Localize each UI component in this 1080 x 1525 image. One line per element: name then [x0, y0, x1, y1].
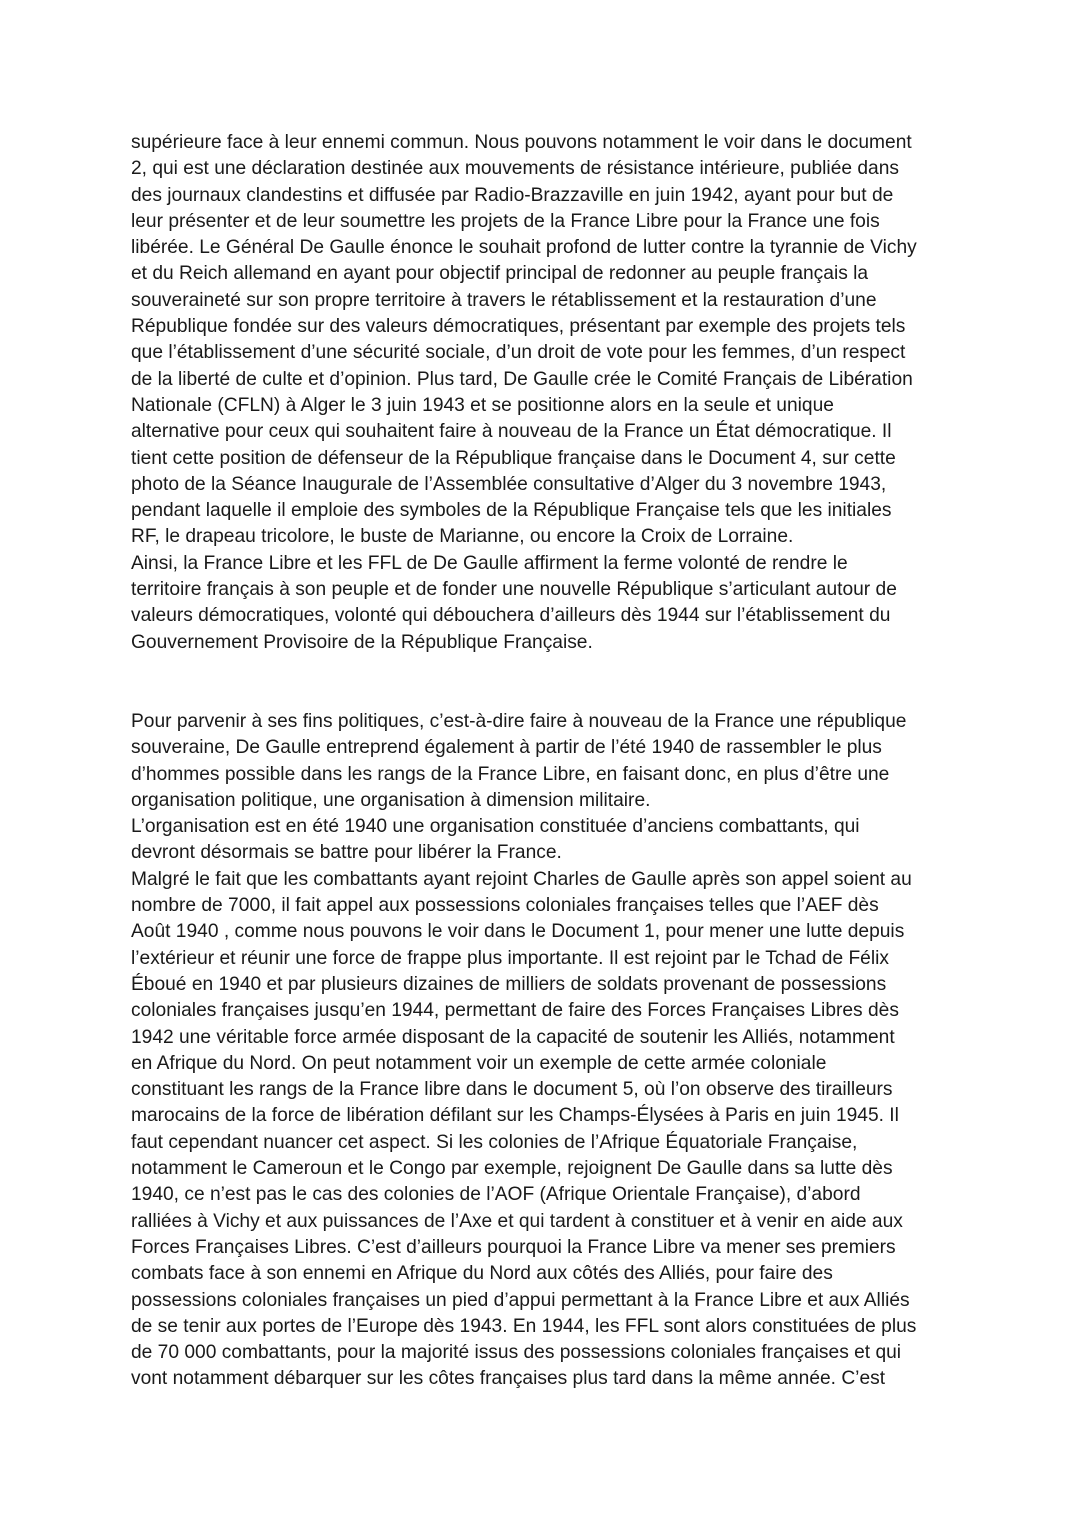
text-line: 1940, ce n’est pas le cas des colonies de l’AOF (Afrique Orientale Française), d’abord	[131, 1184, 861, 1206]
text-line: notamment le Cameroun et le Congo par exemple, rejoignent De Gaulle dans sa lutte dès	[131, 1158, 893, 1180]
text-line: devront désormais se battre pour libérer la France.	[131, 842, 562, 864]
text-line: supérieure face à leur ennemi commun. Nous pouvons notamment le voir dans le document	[131, 132, 912, 153]
text-line: valeurs démocratiques, volonté qui débouchera d’ailleurs dès 1944 sur l’établissement du	[131, 605, 891, 627]
text-line: 1942 une véritable force armée disposant de la capacité de soutenir les Alliés, notamment	[131, 1026, 895, 1048]
text-line: Pour parvenir à ses fins politiques, c’est-à-dire faire à nouveau de la France une république	[131, 711, 907, 732]
text-line: Éboué en 1940 et par plusieurs dizaines de milliers de soldats provenant de possessions	[131, 973, 887, 995]
text-line: et du Reich allemand en ayant pour objectif principal de redonner au peuple français la	[131, 263, 869, 285]
text-line: de la liberté de culte et d’opinion. Plus tard, De Gaulle crée le Comité Français de Libération	[131, 368, 913, 390]
text-line: l’extérieur et réunir une force de frappe plus importante. Il est rejoint par le Tchad de Félix	[131, 947, 889, 969]
text-line: territoire français à son peuple et de fonder une nouvelle République s’articulant autour de	[131, 579, 897, 601]
text-line: organisation politique, une organisation à dimension militaire.	[131, 789, 651, 811]
text-line: coloniales françaises jusqu’en 1944, permettant de faire des Forces Françaises Libres dès	[131, 1000, 899, 1022]
text-line: possessions coloniales françaises un pied d’appui permettant à la France Libre et aux Alliés	[131, 1289, 910, 1311]
text-line: République fondée sur des valeurs démocratiques, présentant par exemple des projets tels	[131, 316, 906, 338]
text-line: en Afrique du Nord. On peut notamment voir un exemple de cette armée coloniale	[131, 1052, 827, 1074]
text-line: libérée. Le Général De Gaulle énonce le souhait profond de lutter contre la tyrannie de Vichy	[131, 237, 917, 259]
text-line: de 70 000 combattants, pour la majorité issus des possessions coloniales françaises et qui	[131, 1342, 902, 1364]
text-line: que l’établissement d’une sécurité sociale, d’un droit de vote pour les femmes, d’un respect	[131, 342, 906, 364]
text-line: marocains de la force de libération défilant sur les Champs-Élysées à Paris en juin 1945. Il	[131, 1105, 899, 1127]
text-line: combats face à son ennemi en Afrique du Nord aux côtés des Alliés, pour faire des	[131, 1263, 833, 1285]
text-line: Août 1940 , comme nous pouvons le voir dans le Document 1, pour mener une lutte depuis	[131, 921, 905, 943]
text-line: Nationale (CFLN) à Alger le 3 juin 1943 et se positionne alors en la seule et unique	[131, 394, 834, 416]
text-line: de se tenir aux portes de l’Europe dès 1943. En 1944, les FFL sont alors constituées de plus	[131, 1315, 917, 1337]
text-line: Malgré le fait que les combattants ayant rejoint Charles de Gaulle après son appel soient au	[131, 868, 912, 890]
text-line: Gouvernement Provisoire de la République Française.	[131, 631, 593, 653]
text-line: vont notamment débarquer sur les côtes françaises plus tard dans la même année. C’est	[131, 1368, 886, 1390]
text-line: faut cependant nuancer cet aspect. Si les colonies de l’Afrique Équatoriale Française,	[131, 1131, 858, 1153]
text-line: alternative pour ceux qui souhaitent faire à nouveau de la France un État démocratique. Il	[131, 421, 892, 443]
text-line: photo de la Séance Inaugurale de l’Assemblée consultative d’Alger du 3 novembre 1943,	[131, 473, 887, 495]
text-line: souveraine, De Gaulle entreprend également à partir de l’été 1940 de rassembler le plus	[131, 737, 882, 759]
text-line: 2, qui est une déclaration destinée aux mouvements de résistance intérieure, publiée dans	[131, 158, 899, 180]
text-line: RF, le drapeau tricolore, le buste de Marianne, ou encore la Croix de Lorraine.	[131, 526, 794, 548]
text-line: pendant laquelle il emploie des symboles de la République Française tels que les initiales	[131, 500, 892, 522]
text-line: ralliées à Vichy et aux puissances de l’Axe et qui tardent à constituer et à venir en aide aux	[131, 1210, 903, 1232]
paragraph-block-2	[131, 709, 961, 1393]
text-line: Forces Françaises Libres. C’est d’ailleurs pourquoi la France Libre va mener ses premiers	[131, 1236, 896, 1258]
text-line: nombre de 7000, il fait appel aux possessions coloniales françaises telles que l’AEF dès	[131, 895, 879, 917]
text-line: tient cette position de défenseur de la République française dans le Document 4, sur cette	[131, 447, 896, 469]
text-line: souveraineté sur son propre territoire à travers le rétablissement et la restauration d’une	[131, 289, 877, 311]
text-line: constituant les rangs de la France libre dans le document 5, où l’on observe des tirailleurs	[131, 1079, 893, 1101]
text-line: des journaux clandestins et diffusée par Radio-Brazzaville en juin 1942, ayant pour but de	[131, 184, 894, 206]
text-line: d’hommes possible dans les rangs de la France Libre, en faisant donc, en plus d’être une	[131, 763, 890, 785]
text-line: L’organisation est en été 1940 une organisation constituée d’anciens combattants, qui	[131, 816, 860, 838]
paragraph-block-1	[131, 130, 961, 656]
text-line: leur présenter et de leur soumettre les projets de la France Libre pour la France une fois	[131, 210, 880, 232]
text-line: Ainsi, la France Libre et les FFL de De Gaulle affirment la ferme volonté de rendre le	[131, 552, 848, 574]
